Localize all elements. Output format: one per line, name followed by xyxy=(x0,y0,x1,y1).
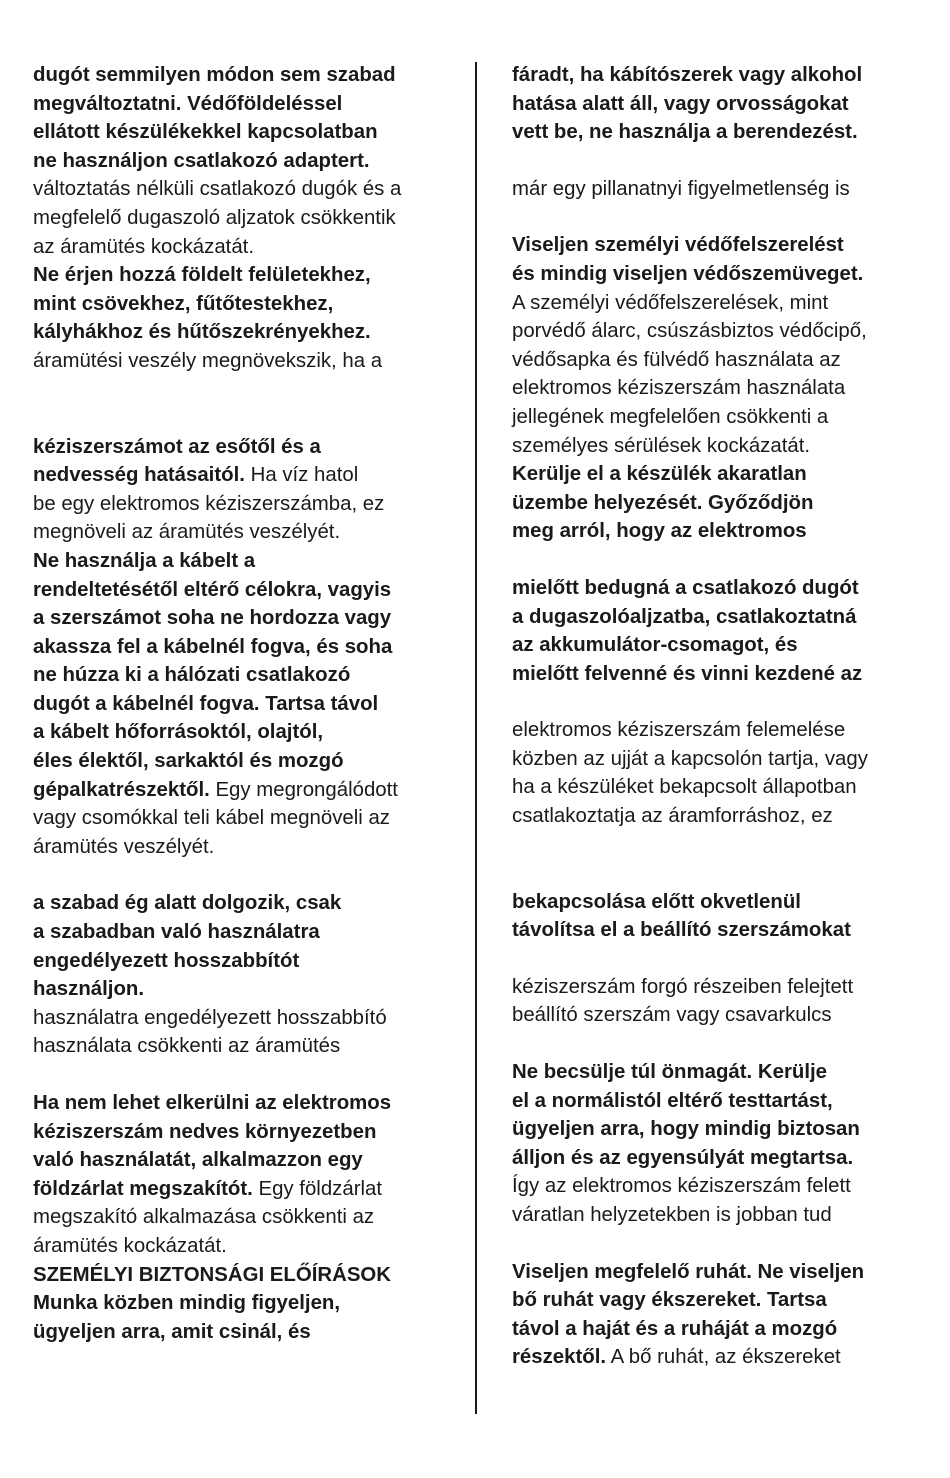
paragraph-gap xyxy=(512,945,932,973)
text-line xyxy=(33,633,465,662)
regular-text: porvédő álarc, csúszásbiztos védőcipő, xyxy=(512,320,867,343)
text-line xyxy=(33,747,465,776)
text-line xyxy=(512,317,932,346)
bold-text: a szabad ég alatt dolgozik, csak xyxy=(33,892,342,915)
bold-text: Munka közben mindig figyeljen, xyxy=(33,1292,341,1315)
bold-text: használjon. xyxy=(33,978,145,1001)
text-line xyxy=(33,1203,465,1232)
text-line xyxy=(33,604,465,633)
text-line xyxy=(33,918,465,947)
regular-text: be egy elektromos kéziszerszámba, ez xyxy=(33,492,385,515)
text-line xyxy=(33,518,465,547)
text-line xyxy=(512,346,932,375)
paragraph-gap xyxy=(33,861,465,889)
regular-text: ha a készüléket bekapcsolt állapotban xyxy=(512,776,857,799)
regular-text: vagy csomókkal teli kábel megnöveli az xyxy=(33,807,391,830)
bold-text: gépalkatrészektől. xyxy=(33,778,210,801)
text-line xyxy=(512,517,932,546)
text-line xyxy=(33,690,465,719)
regular-text: megfelelő dugaszoló aljzatok csökkentik xyxy=(33,206,396,229)
bold-text: kéziszerszámot az esőtől és a xyxy=(33,435,321,458)
text-line xyxy=(512,1286,932,1315)
bold-text: nedvesség hatásaitól. xyxy=(33,464,245,487)
paragraph-gap xyxy=(512,546,932,574)
regular-text: használata csökkenti az áramütés xyxy=(33,1035,341,1058)
text-line xyxy=(33,90,465,119)
text-line xyxy=(512,61,932,90)
text-line xyxy=(33,718,465,747)
regular-text: használatra engedélyezett hosszabbító xyxy=(33,1006,387,1029)
text-line xyxy=(512,888,932,917)
bold-text: az akkumulátor-csomagot, és xyxy=(512,634,798,657)
text-line xyxy=(512,1172,932,1201)
text-line xyxy=(33,547,465,576)
text-line xyxy=(512,574,932,603)
text-line xyxy=(33,490,465,519)
left-column xyxy=(33,61,465,1346)
text-line xyxy=(33,204,465,233)
bold-text: SZEMÉLYI BIZTONSÁGI ELŐÍRÁSOK xyxy=(33,1263,392,1286)
text-line xyxy=(512,1315,932,1344)
text-line xyxy=(33,261,465,290)
text-line xyxy=(512,432,932,461)
bold-text: Viseljen megfelelő ruhát. Ne viseljen xyxy=(512,1260,865,1283)
bold-text: ügyeljen arra, amit csinál, és xyxy=(33,1320,311,1343)
text-line xyxy=(512,374,932,403)
text-line xyxy=(33,1032,465,1061)
regular-text: már egy pillanatnyi figyelmetlenség is xyxy=(512,177,850,200)
bold-text: a szabadban való használatra xyxy=(33,921,320,944)
bold-text: való használatát, alkalmazzon egy xyxy=(33,1149,363,1172)
text-line xyxy=(512,631,932,660)
regular-text: beállító szerszám vagy csavarkulcs xyxy=(512,1004,832,1027)
regular-text: védősapka és fülvédő használata az xyxy=(512,348,841,371)
text-line xyxy=(512,231,932,260)
regular-text: megnöveli az áramütés veszélyét. xyxy=(33,521,341,544)
text-line xyxy=(33,1118,465,1147)
bold-text: részektől. xyxy=(512,1346,607,1369)
bold-text: és mindig viseljen védőszemüveget. xyxy=(512,262,864,285)
bold-text: ne használjon csatlakozó adaptert. xyxy=(33,149,370,172)
text-line xyxy=(33,175,465,204)
bold-text: Ne használja a kábelt a xyxy=(33,549,256,572)
bold-text: akassza fel a kábelnél fogva, és soha xyxy=(33,635,393,658)
text-line xyxy=(512,289,932,318)
bold-text: rendeltetésétől eltérő célokra, vagyis xyxy=(33,578,392,601)
regular-text: Egy megrongálódott xyxy=(209,778,398,801)
bold-text: ügyeljen arra, hogy mindig biztosan xyxy=(512,1118,860,1141)
text-line xyxy=(33,233,465,262)
bold-text: ellátott készülékekkel kapcsolatban xyxy=(33,121,378,144)
text-line xyxy=(33,347,465,376)
text-line xyxy=(512,489,932,518)
bold-text: mielőtt bedugná a csatlakozó dugót xyxy=(512,576,859,599)
regular-text: Így az elektromos kéziszerszám felett xyxy=(512,1175,851,1198)
bold-text: távolítsa el a beállító szerszámokat xyxy=(512,919,851,942)
text-line xyxy=(512,802,932,831)
bold-text: üzembe helyezését. Győződjön xyxy=(512,491,814,514)
text-line xyxy=(512,118,932,147)
text-line xyxy=(512,745,932,774)
bold-text: bő ruhát vagy ékszereket. Tartsa xyxy=(512,1289,827,1312)
bold-text: a szerszámot soha ne hordozza vagy xyxy=(33,607,392,630)
bold-text: dugót semmilyen módon sem szabad xyxy=(33,64,396,86)
text-line xyxy=(512,716,932,745)
bold-text: kályhákhoz és hűtőszekrényekhez. xyxy=(33,321,371,344)
text-line xyxy=(512,1343,932,1372)
text-line xyxy=(33,576,465,605)
bold-text: Ne becsülje túl önmagát. Kerülje xyxy=(512,1061,827,1084)
text-line xyxy=(33,433,465,462)
text-line xyxy=(33,1232,465,1261)
bold-text: mint csövekhez, fűtőtestekhez, xyxy=(33,292,334,315)
bold-text: dugót a kábelnél fogva. Tartsa távol xyxy=(33,692,379,715)
regular-text: kéziszerszám forgó részeiben felejtett xyxy=(512,975,854,998)
paragraph-gap xyxy=(33,1061,465,1089)
text-line xyxy=(512,1144,932,1173)
bold-text: Kerülje el a készülék akaratlan xyxy=(512,463,807,486)
text-line xyxy=(33,889,465,918)
regular-text: Ha víz hatol xyxy=(244,464,359,487)
regular-text: áramütés veszélyét. xyxy=(33,835,215,858)
bold-text: távol a haját és a ruháját a mozgó xyxy=(512,1317,838,1340)
regular-text: A személyi védőfelszerelések, mint xyxy=(512,291,829,314)
text-line xyxy=(33,1318,465,1347)
regular-text: Egy földzárlat xyxy=(252,1177,383,1200)
text-line xyxy=(512,1001,932,1030)
text-line xyxy=(512,460,932,489)
paragraph-gap xyxy=(512,831,932,888)
column-divider xyxy=(475,62,477,1414)
bold-text: meg arról, hogy az elektromos xyxy=(512,520,807,543)
text-line xyxy=(512,916,932,945)
paragraph-gap xyxy=(512,203,932,231)
bold-text: a kábelt hőforrásoktól, olajtól, xyxy=(33,721,324,744)
text-line xyxy=(512,1115,932,1144)
paragraph-gap xyxy=(512,1230,932,1258)
regular-text: változtatás nélküli csatlakozó dugók és a xyxy=(33,178,402,201)
regular-text: áramütési veszély megnövekszik, ha a xyxy=(33,349,383,372)
text-line xyxy=(512,175,932,204)
bold-text: éles élektől, sarkaktól és mozgó xyxy=(33,750,344,773)
bold-text: bekapcsolása előtt okvetlenül xyxy=(512,890,801,913)
text-line xyxy=(512,1201,932,1230)
regular-text: közben az ujját a kapcsolón tartja, vagy xyxy=(512,747,868,770)
text-line xyxy=(512,973,932,1002)
text-line xyxy=(512,773,932,802)
bold-text: mielőtt felvenné és vinni kezdené az xyxy=(512,662,863,685)
text-line xyxy=(33,1175,465,1204)
text-line xyxy=(512,603,932,632)
bold-text: megváltoztatni. Védőföldeléssel xyxy=(33,92,343,115)
paragraph-gap xyxy=(33,376,465,433)
bold-text: álljon és az egyensúlyát megtartsa. xyxy=(512,1146,854,1169)
text-line xyxy=(33,1261,465,1290)
right-column xyxy=(512,61,932,1372)
regular-text: váratlan helyzetekben is jobban tud xyxy=(512,1204,832,1226)
bold-text: a dugaszolóaljzatba, csatlakoztatná xyxy=(512,605,857,628)
regular-text: jellegének megfelelően csökkenti a xyxy=(512,405,829,428)
text-line xyxy=(512,1258,932,1287)
text-line xyxy=(512,1087,932,1116)
text-line xyxy=(33,833,465,862)
text-line xyxy=(33,118,465,147)
bold-text: kéziszerszám nedves környezetben xyxy=(33,1120,377,1143)
text-line xyxy=(33,461,465,490)
bold-text: ne húzza ki a hálózati csatlakozó xyxy=(33,664,351,687)
text-line xyxy=(33,1004,465,1033)
regular-text: elektromos kéziszerszám használata xyxy=(512,377,846,400)
text-line xyxy=(33,1089,465,1118)
paragraph-gap xyxy=(512,147,932,175)
text-line xyxy=(512,90,932,119)
regular-text: megszakító alkalmazása csökkenti az xyxy=(33,1206,375,1229)
bold-text: el a normálistól eltérő testtartást, xyxy=(512,1089,833,1112)
bold-text: Viseljen személyi védőfelszerelést xyxy=(512,234,844,257)
text-line xyxy=(33,661,465,690)
text-line xyxy=(33,147,465,176)
text-line xyxy=(33,947,465,976)
text-line xyxy=(512,260,932,289)
bold-text: Ha nem lehet elkerülni az elektromos xyxy=(33,1092,392,1114)
text-line xyxy=(33,776,465,805)
text-line xyxy=(33,1289,465,1318)
bold-text: Ne érjen hozzá földelt felületekhez, xyxy=(33,264,371,287)
regular-text: A bő ruhát, az ékszereket xyxy=(606,1346,841,1369)
bold-text: hatása alatt áll, vagy orvosságokat xyxy=(512,92,849,115)
bold-text: engedélyezett hosszabbítót xyxy=(33,949,300,972)
regular-text: csatlakoztatja az áramforráshoz, ez xyxy=(512,805,833,828)
text-line xyxy=(33,318,465,347)
paragraph-gap xyxy=(512,1030,932,1058)
regular-text: áramütés kockázatát. xyxy=(33,1234,227,1257)
text-line xyxy=(33,61,465,90)
text-line xyxy=(33,290,465,319)
regular-text: az áramütés kockázatát. xyxy=(33,235,255,258)
bold-text: vett be, ne használja a berendezést. xyxy=(512,121,858,144)
text-line xyxy=(33,1146,465,1175)
text-line xyxy=(512,1058,932,1087)
text-line xyxy=(512,403,932,432)
regular-text: személyes sérülések kockázatát. xyxy=(512,434,811,457)
bold-text: fáradt, ha kábítószerek vagy alkohol xyxy=(512,64,863,86)
regular-text: elektromos kéziszerszám felemelése xyxy=(512,719,846,742)
text-line xyxy=(512,660,932,689)
text-line xyxy=(33,975,465,1004)
text-line xyxy=(33,804,465,833)
paragraph-gap xyxy=(512,688,932,716)
bold-text: földzárlat megszakítót. xyxy=(33,1177,253,1200)
